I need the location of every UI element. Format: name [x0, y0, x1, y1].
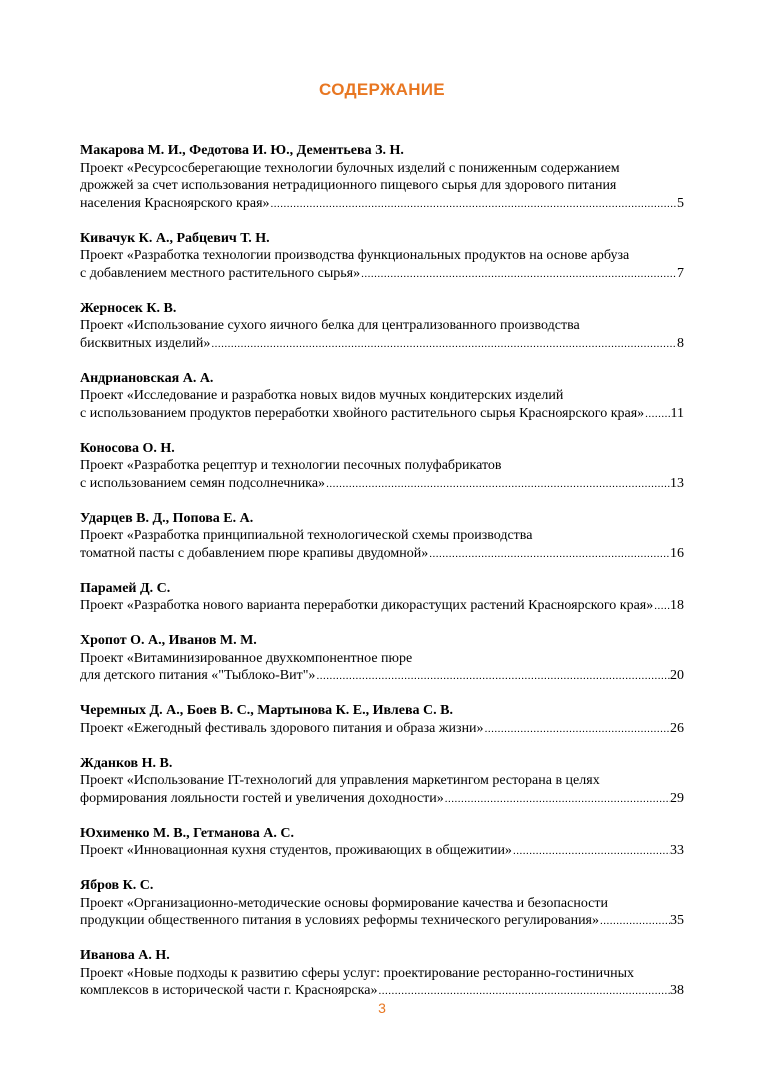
toc-entry-page-number: 11 — [670, 405, 684, 421]
toc-entry-title-line: Проект «Разработка рецептур и технологии песочных полуфабрикатов — [80, 458, 502, 473]
toc-entry[interactable] — [80, 142, 684, 213]
toc-entry[interactable] — [80, 230, 684, 284]
page-title: СОДЕРЖАНИЕ — [319, 80, 445, 99]
toc-entry-authors: Парамей Д. С. — [80, 580, 171, 596]
toc-entry[interactable] — [80, 947, 684, 1001]
toc-entry-title-line: Проект «Использование сухого яичного белка для централизованного производства — [80, 318, 580, 333]
toc-entry-title-line: дрожжей за счет использования нетрадиционного пищевого сырья для здорового питания — [80, 178, 617, 193]
toc-entry-title-text: томатной пасты с добавлением пюре крапивы двудомной» — [80, 545, 429, 561]
toc-entry-title-line — [80, 597, 684, 616]
toc-entry-title-line: Проект «Новые подходы к развитию сферы услуг: проектирование ресторанно-гостиничных — [80, 965, 635, 981]
toc-entry-authors: Иванова А. Н. — [80, 948, 170, 963]
toc-entry-title-line: Проект «Разработка принципиальной технологической схемы производства — [80, 528, 533, 543]
toc-entry-page-number: 38 — [670, 983, 684, 998]
toc-entry[interactable] — [80, 370, 684, 424]
toc-entry-page-number: 7 — [677, 265, 684, 281]
toc-entry-authors: Макарова М. И., Федотова И. Ю., Дементьева З. Н. — [80, 143, 404, 158]
toc-entry-authors: Жданков Н. В. — [80, 755, 173, 771]
toc-entry-title-line — [80, 667, 684, 686]
toc-entry-authors: Коносова О. Н. — [80, 440, 175, 456]
toc-entry-title-text: населения Красноярского края» — [80, 195, 270, 211]
toc-entry-title-line: Проект «Использование IT-технологий для управления маркетингом ресторана в целях — [80, 773, 600, 788]
toc-entry-authors: Андриановская А. А. — [80, 370, 214, 386]
toc-entry-page-number: 33 — [670, 843, 684, 858]
toc-entry-title-text: формирования лояльности гостей и увеличения доходности» — [80, 790, 444, 806]
toc-entry-title-line: Проект «Организационно-методические основы формирование качества и безопасности — [80, 895, 608, 911]
toc-entry-page-number: 18 — [670, 598, 684, 613]
toc-entry-title-line — [80, 195, 684, 214]
dot-leader — [653, 598, 670, 616]
toc-entry-title-line — [80, 545, 684, 564]
toc-entry-title-line — [80, 982, 684, 1001]
toc-entry[interactable] — [80, 702, 684, 738]
toc-entry[interactable] — [80, 510, 684, 564]
toc-entry-title-line — [80, 475, 684, 494]
dot-leader — [599, 913, 670, 931]
toc-entry-title-line — [80, 790, 684, 809]
toc-entry-title-line: Проект «Разработка технологии производства функциональных продуктов на основе арбуза — [80, 248, 630, 263]
toc-entry-title-line: Проект «Исследование и разработка новых видов мучных кондитерских изделий — [80, 388, 564, 403]
toc-entry[interactable] — [80, 877, 684, 931]
table-of-contents — [80, 142, 684, 1017]
dot-leader — [315, 668, 670, 686]
toc-entry-title-text: Проект «Инновационная кухня студентов, проживающих в общежитии» — [80, 843, 512, 858]
toc-entry-page-number: 16 — [670, 545, 684, 561]
dot-leader — [512, 843, 670, 861]
toc-entry-title-line — [80, 842, 684, 861]
toc-entry-authors: Кивачук К. А., Рабцевич Т. Н. — [80, 230, 270, 246]
toc-entry-title-line — [80, 405, 684, 424]
toc-entry-title-line — [80, 720, 684, 739]
toc-entry[interactable] — [80, 440, 684, 494]
toc-entry-title-text: продукции общественного питания в условиях реформы технического регулирования» — [80, 913, 599, 928]
toc-entry-title-text: комплексов в исторической части г. Красноярска» — [80, 983, 378, 998]
dot-leader — [325, 476, 670, 494]
dot-leader — [428, 546, 670, 564]
toc-entry-title-text: Проект «Ежегодный фестиваль здорового питания и образа жизни» — [80, 720, 484, 736]
toc-entry[interactable] — [80, 825, 684, 861]
toc-entry-page-number: 29 — [670, 790, 684, 806]
toc-entry-authors: Ябров К. С. — [80, 878, 154, 893]
dot-leader — [270, 196, 677, 214]
toc-entry-title-text: бисквитных изделий» — [80, 335, 211, 351]
toc-entry[interactable] — [80, 755, 684, 809]
toc-entry-page-number: 13 — [670, 475, 684, 491]
toc-entry[interactable] — [80, 632, 684, 686]
toc-entry-authors: Юхименко М. В., Гетманова А. С. — [80, 825, 294, 841]
dot-leader — [444, 791, 670, 809]
dot-leader — [484, 721, 670, 739]
toc-entry-page-number: 8 — [677, 335, 684, 351]
dot-leader — [644, 406, 670, 424]
toc-entry-authors: Черемных Д. А., Боев В. С., Мартынова К. Е., Ивлева С. В. — [80, 703, 453, 718]
toc-entry-authors: Ударцев В. Д., Попова Е. А. — [80, 510, 254, 526]
toc-entry-title-line — [80, 912, 684, 931]
toc-entry-page-number: 20 — [670, 668, 684, 683]
toc-entry-title-line: Проект «Витаминизированное двухкомпонентное пюре — [80, 650, 413, 666]
page-number: 3 — [378, 1000, 386, 1016]
toc-entry-title-text: для детского питания «"Тыблоко-Вит"» — [80, 668, 316, 683]
toc-entry-title-line: Проект «Ресурсосберегающие технологии булочных изделий с пониженным содержанием — [80, 160, 620, 176]
toc-entry-authors: Жерносек К. В. — [80, 300, 177, 316]
toc-entry-title-text: Проект «Разработка нового варианта переработки дикорастущих растений Красноярского края» — [80, 598, 654, 613]
dot-leader — [378, 983, 671, 1001]
toc-entry-page-number: 5 — [677, 195, 684, 211]
toc-entry-title-text: с использованием продуктов переработки хвойного растительного сырья Красноярского края» — [80, 405, 645, 421]
toc-entry-page-number: 35 — [670, 913, 684, 928]
toc-entry[interactable] — [80, 300, 684, 354]
toc-entry-page-number: 26 — [670, 720, 684, 736]
dot-leader — [210, 336, 677, 354]
toc-entry-title-text: с использованием семян подсолнечника» — [80, 475, 326, 491]
dot-leader — [360, 266, 677, 284]
toc-entry-title-line — [80, 335, 684, 354]
toc-entry-authors: Хропот О. А., Иванов М. М. — [80, 633, 257, 648]
toc-entry-title-text: с добавлением местного растительного сырья» — [80, 265, 361, 281]
toc-entry-title-line — [80, 265, 684, 284]
toc-entry[interactable] — [80, 580, 684, 616]
